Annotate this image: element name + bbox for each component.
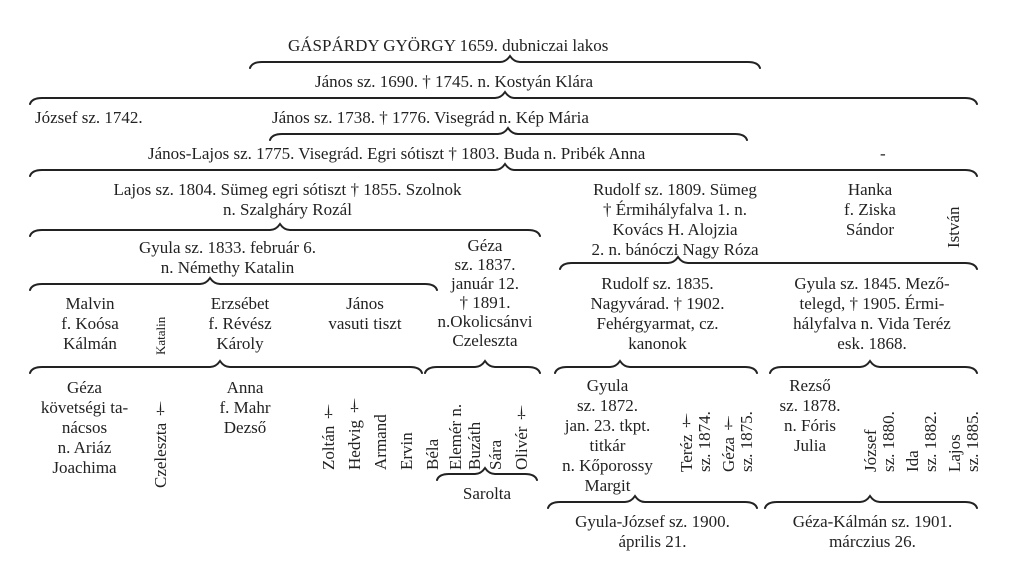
jozsef-1880-line2: sz. 1880. <box>879 411 898 472</box>
bracket-rudolf-children <box>555 361 757 373</box>
anna-entry: Anna f. Mahr Dezső <box>219 378 271 437</box>
istvan-entry: István <box>944 206 963 248</box>
lajos-1885-line1: Lajos <box>945 434 964 472</box>
janos-1690-entry: János sz. 1690. † 1745. n. Kostyán Klára <box>315 72 594 91</box>
sarolta-entry: Sarolta <box>462 484 512 503</box>
oliver-entry: Olivér † <box>512 403 531 470</box>
bracket-row3 <box>30 164 977 176</box>
bracket-gyula <box>30 278 437 290</box>
sara-entry: Sára <box>486 439 505 470</box>
jozsef-1880-line1: József <box>861 429 880 472</box>
gyula-1833-entry: Gyula sz. 1833. február 6. n. Némethy Katalin <box>138 238 317 277</box>
terez-line1: Teréz † <box>677 411 696 472</box>
lajos-entry: Lajos sz. 1804. Sümeg egri sótiszt † 1855. Szolnok n. Szalgháry Rozál <box>113 180 462 219</box>
ervin-entry: Ervin <box>397 432 416 470</box>
bracket-gyula-children <box>548 496 757 508</box>
rezso-entry: Rezső sz. 1878. n. Fóris Julia <box>779 376 841 455</box>
malvin-entry: Malvin f. Koósa Kálmán <box>61 294 119 353</box>
bela-entry: Béla <box>423 438 442 470</box>
gyula-1845-entry: Gyula sz. 1845. Mező- telegd, † 1905. Érmi- hályfalva n. Vida Teréz esk. 1868. <box>793 274 951 353</box>
bracket-geza <box>425 361 540 373</box>
geza-1875-line2: sz. 1875. <box>737 411 756 472</box>
hedvig-entry: Hedvig † <box>345 396 364 470</box>
bracket-lajos <box>30 224 540 236</box>
elemer-entry: Elemér n. <box>446 403 465 470</box>
bracket-row2 <box>270 128 747 140</box>
jozsef-1742-entry: József sz. 1742. <box>35 108 143 127</box>
armand-entry: Armand <box>371 414 390 470</box>
zoltan-entry: Zoltán † <box>319 402 338 470</box>
bracket-erzsebet <box>30 361 422 373</box>
lajos-1885-line2: sz. 1885. <box>963 411 982 472</box>
geza-1875-line1: Géza † <box>719 413 738 472</box>
janos-vasuti-entry: János vasuti tiszt <box>328 294 402 333</box>
geza-kalman-entry: Géza-Kálmán sz. 1901. márczius 26. <box>792 512 953 551</box>
erzsebet-entry: Erzsébet f. Révész Károly <box>208 294 272 353</box>
rudolf-1809-entry: Rudolf sz. 1809. Sümeg † Érmihályfalva 1. n. Kovács H. Alojzia 2. n. bánóczi Nagy Róza <box>591 180 759 259</box>
dash-mark: - <box>880 144 886 163</box>
terez-line2: sz. 1874. <box>695 411 714 472</box>
katalin-entry: Katalin <box>153 316 168 355</box>
geza-1837-entry: Géza sz. 1837. január 12. † 1891. n.Okolicsánvi Czeleszta <box>437 236 533 350</box>
buzath-entry: Buzáth <box>465 421 484 470</box>
hanka-entry: Hanka f. Ziska Sándor <box>844 180 896 239</box>
gyula-jozsef-entry: Gyula-József sz. 1900. április 21. <box>575 512 730 551</box>
bracket-rezso-children <box>765 496 977 508</box>
gyula-1872-entry: Gyula sz. 1872. jan. 23. tkpt. titkár n. Kőporossy Margit <box>562 376 653 495</box>
janos-1738-entry: János sz. 1738. † 1776. Visegrád n. Kép Mária <box>272 108 589 127</box>
ida-line2: sz. 1882. <box>921 411 940 472</box>
rudolf-1835-entry: Rudolf sz. 1835. Nagyvárad. † 1902. Fehérgyarmat, cz. kanonok <box>590 274 725 353</box>
ida-line1: Ida <box>903 450 922 472</box>
bracket-row0 <box>250 56 760 68</box>
czeleszta-entry: Czeleszta † <box>151 399 170 488</box>
geza-kovetsegi-entry: Géza követségi ta- nácsos n. Ariáz Joachima <box>40 378 129 477</box>
bracket-gyula2-children <box>770 361 977 373</box>
bracket-row1 <box>30 92 977 104</box>
founder-entry: GÁSPÁRDY GYÖRGY 1659. dubniczai lakos <box>288 36 609 55</box>
janos-lajos-entry: János-Lajos sz. 1775. Visegrád. Egri sótiszt † 1803. Buda n. Pribék Anna <box>148 144 646 163</box>
